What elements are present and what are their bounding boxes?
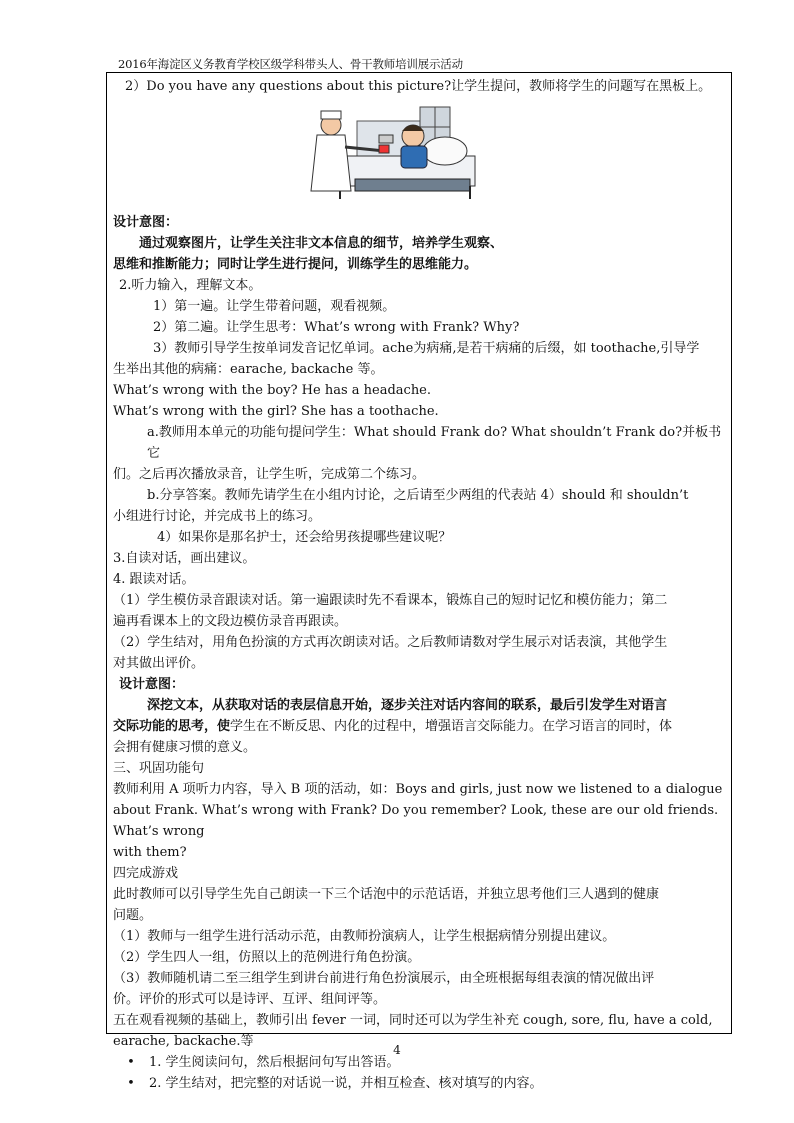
page-number: 4 xyxy=(393,1043,401,1057)
design-intent-text: 会拥有健康习惯的意义。 xyxy=(113,740,257,755)
step-item: （1）学生模仿录音跟读对话。第一遍跟读时先不看课本，锻炼自己的短时记忆和模仿能力；第二 xyxy=(113,593,668,608)
example-sentence: What’s wrong with the boy? He has a headache. xyxy=(113,383,432,398)
step-item: 价。评价的形式可以是诗评、互评、组间评等。 xyxy=(113,992,387,1007)
design-intent-text: 思维和推断能力；同时让学生进行提问，训练学生的思维能力。 xyxy=(113,257,478,272)
design-intent-rest: 学生在不断反思、内化的过程中，增强语言交际能力。在学习语言的同时，体 xyxy=(230,719,673,734)
design-intent-text: 通过观察图片，让学生关注非文本信息的细节，培养学生观察、 xyxy=(139,236,504,251)
nurse-patient-illustration xyxy=(295,101,491,201)
section-heading: 2.听力输入，理解文本。 xyxy=(119,278,262,293)
question-prompt: 2）Do you have any questions about this picture?让学生提问，教师将学生的问题写在黑板上。 xyxy=(125,79,712,94)
paragraph: 此时教师可以引导学生先自己朗读一下三个话泡中的示范话语，并独立思考他们三人遇到的健康 xyxy=(113,887,660,902)
document-body xyxy=(113,76,723,1094)
step-item: b.分享答案。教师先请学生在小组内讨论，之后请至少两组的代表站 4）should 和 shouldn’t xyxy=(147,488,689,503)
step-item: （3）教师随机请二至三组学生到讲台前进行角色扮演展示，由全班根据每组表演的情况做出评 xyxy=(113,971,655,986)
step-item: 4）如果你是那名护士，还会给男孩提哪些建议呢？ xyxy=(157,530,452,545)
paragraph: 五在观看视频的基础上，教师引出 fever 一词，同时还可以为学生补充 cough, sore, flu, have a cold, xyxy=(113,1013,713,1028)
section-heading: 三、巩固功能句 xyxy=(113,761,205,776)
step-item: 遍再看课本上的文段边模仿录音再跟读。 xyxy=(113,614,348,629)
step-item: （2）学生结对，用角色扮演的方式再次朗读对话。之后教师请数对学生展示对话表演，其他学生 xyxy=(113,635,668,650)
bullet-item xyxy=(113,1073,723,1094)
design-intent-title: 设计意图： xyxy=(113,215,179,230)
step-item: 3）教师引导学生按单词发音记忆单词。ache为病痛,是若干病痛的后缀，如 toothache,引导学 xyxy=(153,341,700,356)
example-sentence: What’s wrong with the girl? She has a toothache. xyxy=(113,404,439,419)
step-item: 1）第一遍。让学生带着问题，观看视频。 xyxy=(153,299,396,314)
design-intent-title: 设计意图： xyxy=(119,677,185,692)
step-item: （1）教师与一组学生进行活动示范，由教师扮演病人，让学生根据病情分别提出建议。 xyxy=(113,929,616,944)
design-intent-text: 深挖文本，从获取对话的表层信息开始，逐步关注对话内容间的联系，最后引发学生对语言 xyxy=(147,698,668,713)
step-item: 对其做出评价。 xyxy=(113,656,205,671)
step-item: （2）学生四人一组，仿照以上的范例进行角色扮演。 xyxy=(113,950,421,965)
step-item: 生举出其他的病痛：earache, backache 等。 xyxy=(113,362,384,377)
bullet-icon: • xyxy=(127,1055,135,1070)
section-heading: 3.自读对话，画出建议。 xyxy=(113,551,256,566)
paragraph: earache, backache.等 xyxy=(113,1034,254,1049)
step-item: 2）第二遍。让学生思考：What’s wrong with Frank? Why? xyxy=(153,320,520,335)
bullet-text: 2. 学生结对，把完整的对话说一说，并相互检查、核对填写的内容。 xyxy=(149,1076,543,1091)
bullet-icon: • xyxy=(127,1076,135,1091)
paragraph: about Frank. What’s wrong with Frank? Do you remember? Look, these are our old friends. What’s wrong xyxy=(113,803,719,839)
bullet-text: 1. 学生阅读问句，然后根据问句写出答语。 xyxy=(149,1055,400,1070)
design-intent-bold: 交际功能的思考，使 xyxy=(113,719,231,734)
step-item: 们。之后再次播放录音，让学生听，完成第二个练习。 xyxy=(113,467,426,482)
section-heading: 四完成游戏 xyxy=(113,866,179,881)
step-item: 小组进行讨论，并完成书上的练习。 xyxy=(113,509,322,524)
page-header: 2016年海淀区义务教育学校区级学科带头人、骨干教师培训展示活动 xyxy=(118,57,463,71)
paragraph: 教师利用 A 项听力内容，导入 B 项的活动，如：Boys and girls, just now we listened to a dialogue xyxy=(113,782,723,797)
design-intent-text xyxy=(113,716,723,737)
section-heading: 4. 跟读对话。 xyxy=(113,572,195,587)
paragraph: with them? xyxy=(113,845,187,860)
step-item: a.教师用本单元的功能句提问学生：What should Frank do? What shouldn’t Frank do?并板书它 xyxy=(147,425,722,461)
paragraph: 问题。 xyxy=(113,908,153,923)
